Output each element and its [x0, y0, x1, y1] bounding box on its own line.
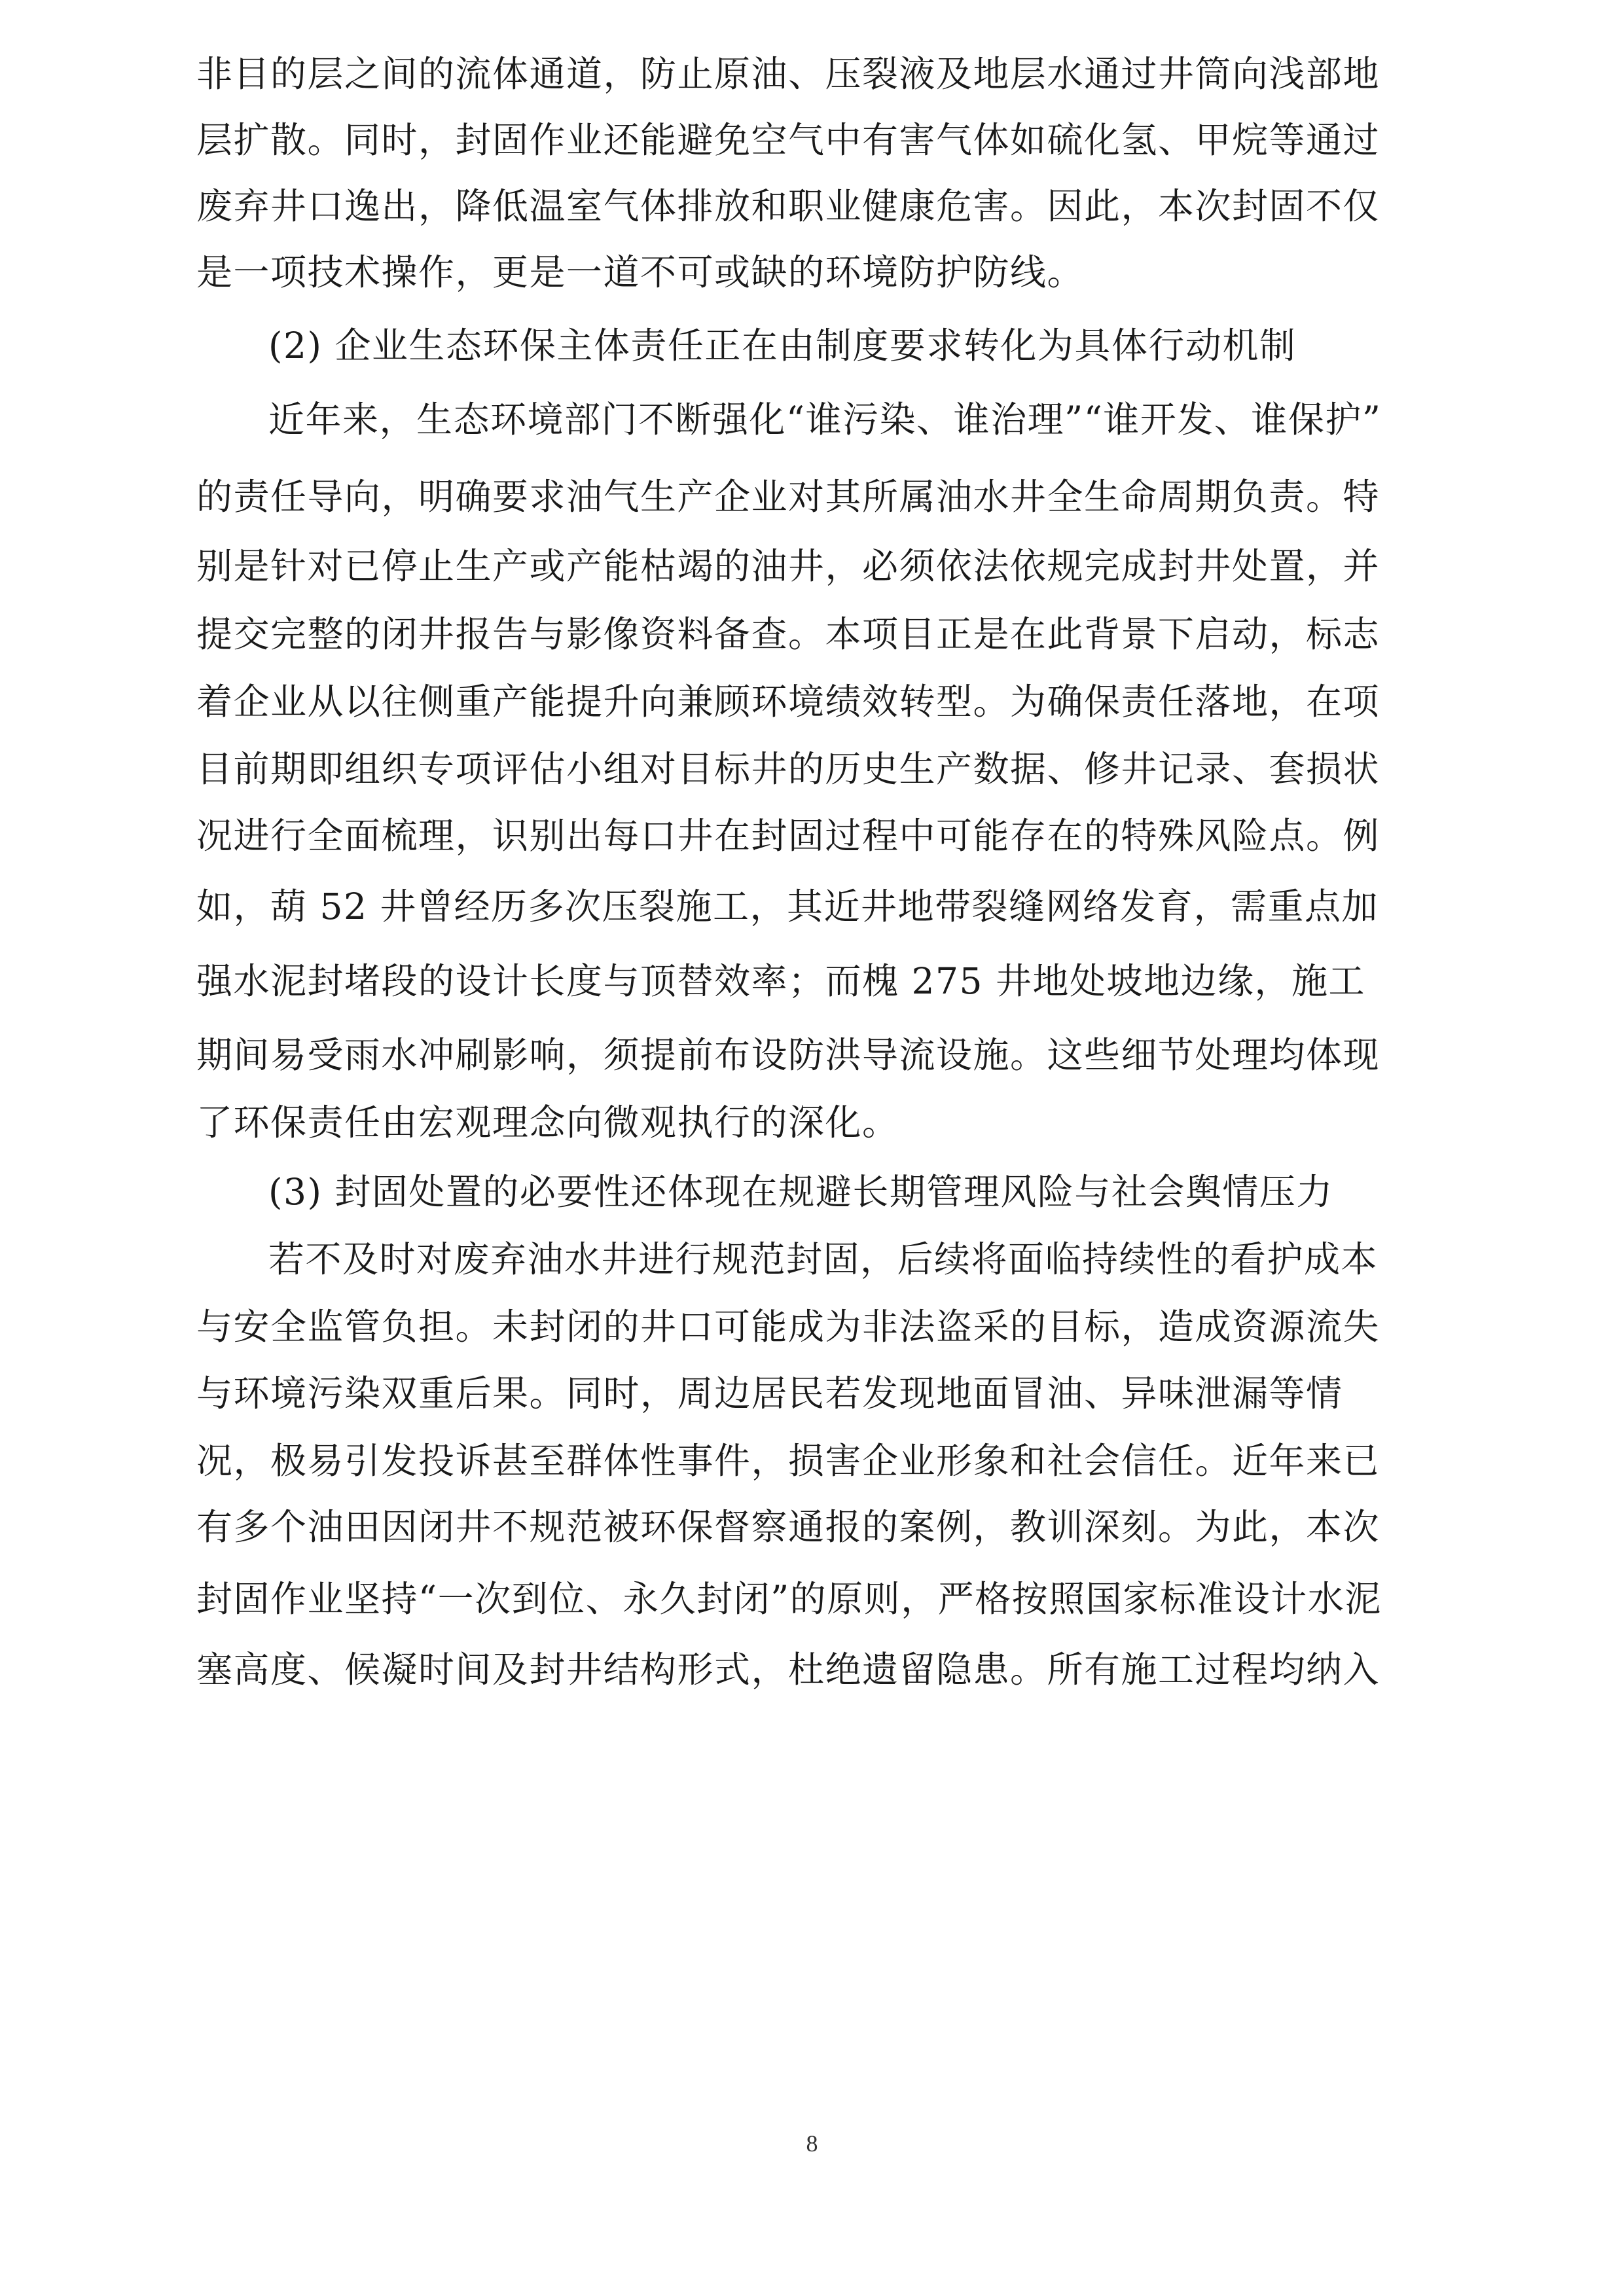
body-text-line: 况，极易引发投诉甚至群体性事件，损害企业形象和社会信任。近年来已 — [196, 1440, 1380, 1482]
body-text-line: 非目的层之间的流体通道，防止原油、压裂液及地层水通过井筒向浅部地 — [196, 53, 1380, 95]
page-number: 8 — [806, 2130, 818, 2157]
body-text-line: 强水泥封堵段的设计长度与顶替效率；而槐 275 井地处坡地边缘，施工 — [196, 960, 1365, 1002]
body-text-line: 层扩散。同时，封固作业还能避免空气中有害气体如硫化氢、甲烷等通过 — [196, 119, 1380, 161]
body-text-line: 有多个油田因闭井不规范被环保督察通报的案例，教训深刻。为此，本次 — [196, 1506, 1380, 1548]
body-text-line: 了环保责任由宏观理念向微观执行的深化。 — [196, 1102, 899, 1143]
body-text-line: 塞高度、候凝时间及封井结构形式，杜绝遗留隐患。所有施工过程均纳入 — [196, 1649, 1380, 1691]
body-text-line: 是一项技术操作，更是一道不可或缺的环境防护防线。 — [196, 251, 1085, 293]
body-text-line: 与环境污染双重后果。同时，周边居民若发现地面冒油、异味泄漏等情 — [196, 1372, 1343, 1414]
body-text-line: 况进行全面梳理，识别出每口井在封固过程中可能存在的特殊风险点。例 — [196, 815, 1380, 857]
body-text-line: 目前期即组织专项评估小组对目标井的历史生产数据、修井记录、套损状 — [196, 748, 1380, 790]
body-text-line: 近年来，生态环境部门不断强化“谁污染、谁治理”“谁开发、谁保护” — [268, 399, 1382, 440]
section-heading-3: (3) 封固处置的必要性还体现在规避长期管理风险与社会舆情压力 — [268, 1171, 1333, 1213]
section-heading-2: (2) 企业生态环保主体责任正在由制度要求转化为具体行动机制 — [268, 325, 1297, 367]
body-text-line: 与安全监管负担。未封闭的井口可能成为非法盗采的目标，造成资源流失 — [196, 1306, 1380, 1348]
body-text-line: 的责任导向，明确要求油气生产企业对其所属油水井全生命周期负责。特 — [196, 476, 1380, 518]
body-text-line: 提交完整的闭井报告与影像资料备查。本项目正是在此背景下启动，标志 — [196, 613, 1380, 655]
body-text-line: 封固作业坚持“一次到位、永久封闭”的原则，严格按照国家标准设计水泥 — [196, 1578, 1382, 1620]
body-text-line: 如，葫 52 井曾经历多次压裂施工，其近井地带裂缝网络发育，需重点加 — [196, 886, 1379, 927]
body-text-line: 若不及时对废弃油水井进行规范封固，后续将面临持续性的看护成本 — [268, 1238, 1379, 1280]
body-text-line: 着企业从以往侧重产能提升向兼顾环境绩效转型。为确保责任落地，在项 — [196, 681, 1380, 723]
body-text-line: 废弃井口逸出，降低温室气体排放和职业健康危害。因此，本次封固不仅 — [196, 185, 1380, 227]
body-text-line: 别是针对已停止生产或产能枯竭的油井，必须依法依规完成封井处置，并 — [196, 545, 1380, 587]
body-text-line: 期间易受雨水冲刷影响，须提前布设防洪导流设施。这些细节处理均体现 — [196, 1034, 1380, 1076]
